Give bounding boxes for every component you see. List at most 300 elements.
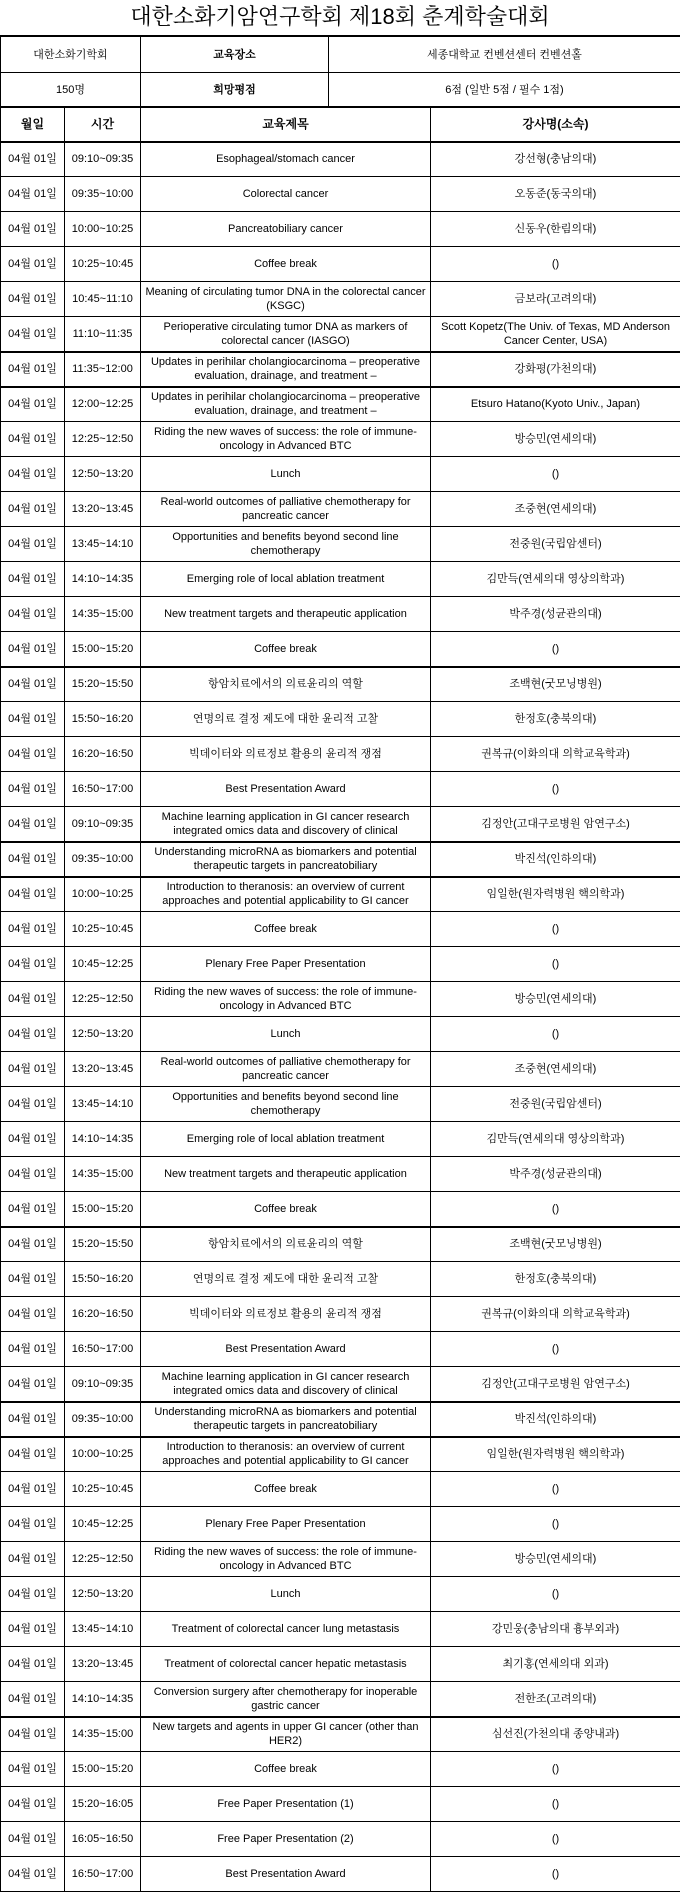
date-cell-text: 04월 01일: [8, 923, 57, 935]
topic-cell: [141, 597, 431, 632]
date-cell-text: 04월 01일: [8, 1028, 57, 1040]
table-row: [1, 1297, 680, 1332]
topic-cell-text: Best Presentation Award: [225, 783, 346, 795]
time-cell: [65, 1087, 141, 1122]
speaker-cell: [431, 667, 680, 702]
date-cell-text: 04월 01일: [8, 573, 57, 585]
topic-cell-text: Lunch: [270, 1588, 301, 1600]
header-time: 시간: [65, 108, 141, 142]
topic-cell-text: Introduction to theranosis: an overview of current approaches and potential applicability to GI cancer: [162, 881, 409, 908]
date-cell: [1, 737, 65, 772]
info-row-credit: [1, 73, 680, 107]
time-cell-text: 15:00~15:20: [71, 1202, 134, 1215]
time-cell: [65, 1402, 141, 1437]
topic-cell: [141, 247, 431, 282]
topic-cell: [141, 1752, 431, 1787]
topic-cell: [141, 1647, 431, 1682]
table-row: [1, 492, 680, 527]
time-cell: [65, 667, 141, 702]
topic-cell-text: New treatment targets and therapeutic application: [164, 608, 407, 620]
date-cell: [1, 352, 65, 387]
date-cell: [1, 492, 65, 527]
time-cell-text: 10:45~12:25: [71, 1518, 134, 1530]
date-cell-text: 04월 01일: [8, 1868, 57, 1880]
speaker-cell-text: (): [551, 1833, 560, 1845]
topic-cell-text: Understanding microRNA as biomarkers and potential therapeutic targets in pancreatobiliary: [154, 1406, 417, 1432]
date-cell-text: 04월 01일: [8, 1238, 57, 1251]
speaker-cell: [431, 177, 680, 212]
speaker-cell-text: (): [551, 1868, 560, 1880]
speaker-cell: [431, 1857, 680, 1892]
table-row: [1, 1017, 680, 1052]
time-cell-text: 10:25~10:45: [71, 258, 134, 270]
speaker-cell: [431, 457, 680, 492]
speaker-cell-text: (): [551, 958, 560, 970]
table-row: [1, 457, 680, 492]
speaker-cell-text: 권복규(이화의대 의학교육학과): [481, 1308, 630, 1320]
speaker-cell: [431, 912, 680, 947]
topic-cell: [141, 1542, 431, 1577]
time-cell: [65, 1542, 141, 1577]
date-cell-text: 04월 01일: [8, 153, 57, 166]
topic-cell-text: Meaning of circulating tumor DNA in the colorectal cancer (KSGC): [145, 286, 426, 312]
date-cell: [1, 632, 65, 667]
time-cell-text: 15:50~16:20: [71, 1273, 134, 1285]
topic-cell: [141, 282, 431, 317]
speaker-cell: [431, 1822, 680, 1857]
time-cell-text: 13:45~14:10: [71, 1623, 134, 1635]
table-row: [1, 142, 680, 177]
topic-cell-text: Best Presentation Award: [225, 1343, 346, 1355]
speaker-cell-text: 박주경(성균관의대): [509, 1168, 602, 1180]
speaker-cell: [431, 1612, 680, 1647]
time-cell-text: 12:25~12:50: [71, 993, 134, 1005]
speaker-cell-text: 신동우(한림의대): [514, 223, 597, 235]
topic-cell-text: Free Paper Presentation (2): [217, 1833, 354, 1845]
date-cell: [1, 457, 65, 492]
time-cell-text: 09:10~09:35: [71, 153, 134, 166]
date-cell-text: 04월 01일: [8, 1377, 57, 1390]
table-header-row: [1, 108, 680, 142]
date-cell: [1, 1157, 65, 1192]
topic-cell: [141, 212, 431, 247]
date-cell-text: 04월 01일: [8, 1798, 57, 1810]
date-cell: [1, 1402, 65, 1437]
date-cell-text: 04월 01일: [8, 1518, 57, 1530]
time-cell: [65, 282, 141, 317]
speaker-cell-text: 오동준(동국의대): [514, 188, 597, 200]
table-row: [1, 947, 680, 982]
topic-cell: [141, 527, 431, 562]
speaker-cell: [431, 142, 680, 177]
date-cell-text: 04월 01일: [8, 1413, 57, 1425]
table-row: [1, 1192, 680, 1227]
speaker-cell-text: (): [551, 1028, 560, 1040]
time-cell-text: 13:45~14:10: [71, 538, 134, 550]
topic-cell-text: Opportunities and benefits beyond second line chemotherapy: [172, 1091, 399, 1117]
date-cell-text: 04월 01일: [8, 1308, 57, 1320]
time-cell-text: 15:20~15:50: [71, 678, 134, 691]
date-cell-text: 04월 01일: [8, 1098, 57, 1110]
date-cell-text: 04월 01일: [8, 468, 57, 480]
topic-cell: [141, 772, 431, 807]
speaker-cell-text: 강화평(가천의대): [514, 363, 597, 375]
time-cell-text: 14:35~15:00: [71, 1168, 134, 1180]
time-cell: [65, 1437, 141, 1472]
speaker-cell: [431, 597, 680, 632]
speaker-cell: [431, 1472, 680, 1507]
time-cell-text: 12:50~13:20: [71, 468, 134, 480]
speaker-cell: [431, 877, 680, 912]
speaker-cell-text: 심선진(가천의대 종양내과): [491, 1728, 620, 1741]
date-cell-text: 04월 01일: [8, 1588, 57, 1600]
speaker-cell: [431, 842, 680, 877]
table-row: [1, 1647, 680, 1682]
table-row: [1, 247, 680, 282]
time-cell: [65, 1682, 141, 1717]
speaker-cell: [431, 1717, 680, 1752]
speaker-cell: [431, 1122, 680, 1157]
date-cell: [1, 1752, 65, 1787]
time-cell-text: 10:45~12:25: [71, 958, 134, 970]
topic-cell-text: 항암치료에서의 의료윤리의 역할: [208, 678, 363, 691]
date-cell-text: 04월 01일: [8, 1343, 57, 1355]
time-cell: [65, 1192, 141, 1227]
topic-cell-text: Real-world outcomes of palliative chemotherapy for pancreatic cancer: [160, 1056, 411, 1082]
time-cell-text: 10:25~10:45: [71, 1483, 134, 1495]
date-cell-text: 04월 01일: [8, 678, 57, 691]
time-cell: [65, 177, 141, 212]
topic-cell-text: Emerging role of local ablation treatment: [186, 573, 385, 585]
topic-cell: [141, 947, 431, 982]
speaker-cell-text: (): [551, 783, 560, 795]
speaker-cell-text: 방승민(연세의대): [514, 1553, 597, 1565]
speaker-cell-text: 전중원(국립암센터): [509, 1098, 602, 1110]
date-cell-text: 04월 01일: [8, 853, 57, 865]
topic-cell: [141, 1402, 431, 1437]
speaker-cell-text: 강민웅(충남의대 흉부외과): [491, 1623, 620, 1635]
date-cell-text: 04월 01일: [8, 748, 57, 760]
speaker-cell: [431, 1682, 680, 1717]
topic-cell: [141, 877, 431, 912]
time-cell-text: 14:35~15:00: [71, 608, 134, 620]
date-cell: [1, 387, 65, 422]
time-cell: [65, 807, 141, 842]
speaker-cell: [431, 1332, 680, 1367]
speaker-cell: [431, 212, 680, 247]
topic-cell: [141, 1227, 431, 1262]
topic-cell-text: Lunch: [270, 468, 301, 480]
speaker-cell: [431, 1402, 680, 1437]
table-row: [1, 527, 680, 562]
table-row: [1, 772, 680, 807]
speaker-cell: [431, 282, 680, 317]
time-cell-text: 15:50~16:20: [71, 713, 134, 725]
time-cell-text: 13:20~13:45: [71, 503, 134, 515]
time-cell-text: 16:50~17:00: [71, 1868, 134, 1880]
time-cell: [65, 702, 141, 737]
topic-cell: [141, 982, 431, 1017]
time-cell: [65, 1297, 141, 1332]
time-cell: [65, 562, 141, 597]
table-row: [1, 1472, 680, 1507]
table-row: [1, 282, 680, 317]
topic-cell-text: Machine learning application in GI cancer research integrated omics data and discovery of clinical: [161, 1370, 410, 1397]
speaker-cell-text: (): [551, 468, 560, 480]
topic-cell-text: Coffee break: [254, 258, 317, 270]
date-cell: [1, 1332, 65, 1367]
speaker-cell: [431, 1787, 680, 1822]
topic-cell: [141, 667, 431, 702]
time-cell-text: 13:45~14:10: [71, 1098, 134, 1110]
topic-cell: [141, 422, 431, 457]
time-cell-text: 10:00~10:25: [71, 1448, 134, 1461]
speaker-cell-text: 조중현(연세의대): [514, 503, 597, 515]
date-cell-text: 04월 01일: [8, 538, 57, 550]
venue-value: 세종대학교 컨벤션센터 컨벤션홀: [329, 37, 680, 73]
time-cell: [65, 212, 141, 247]
topic-cell: [141, 842, 431, 877]
time-cell-text: 12:25~12:50: [71, 433, 134, 445]
time-cell: [65, 842, 141, 877]
speaker-cell-text: 조중현(연세의대): [514, 1063, 597, 1075]
topic-cell: [141, 492, 431, 527]
date-cell-text: 04월 01일: [8, 1833, 57, 1845]
speaker-cell-text: 김정안(고대구로병원 암연구소): [481, 817, 630, 830]
time-cell-text: 12:50~13:20: [71, 1588, 134, 1600]
topic-cell: [141, 1472, 431, 1507]
topic-cell: [141, 1612, 431, 1647]
topic-cell-text: Coffee break: [254, 642, 317, 655]
speaker-cell-text: 박진석(인하의대): [514, 853, 597, 865]
time-cell: [65, 317, 141, 352]
topic-cell: [141, 1857, 431, 1892]
topic-cell: [141, 1332, 431, 1367]
speaker-cell-text: 조백현(굿모닝병원): [509, 1238, 602, 1251]
topic-cell-text: Treatment of colorectal cancer hepatic metastasis: [164, 1658, 407, 1670]
topic-cell: [141, 352, 431, 387]
date-cell-text: 04월 01일: [8, 293, 57, 305]
table-row: [1, 1787, 680, 1822]
time-cell: [65, 1122, 141, 1157]
date-cell-text: 04월 01일: [8, 713, 57, 725]
time-cell: [65, 1472, 141, 1507]
time-cell: [65, 632, 141, 667]
table-row: [1, 387, 680, 422]
topic-cell: [141, 1122, 431, 1157]
table-row: [1, 1402, 680, 1437]
topic-cell-text: Treatment of colorectal cancer lung metastasis: [171, 1623, 400, 1635]
time-cell: [65, 1577, 141, 1612]
topic-cell: [141, 1367, 431, 1402]
topic-cell-text: Plenary Free Paper Presentation: [205, 958, 366, 970]
time-cell-text: 14:35~15:00: [71, 1728, 134, 1741]
speaker-cell-text: (): [551, 923, 560, 935]
speaker-cell: [431, 387, 680, 422]
topic-cell-text: Introduction to theranosis: an overview of current approaches and potential applicability to GI cancer: [162, 1441, 409, 1468]
date-cell: [1, 1717, 65, 1752]
table-row: [1, 842, 680, 877]
time-cell-text: 13:20~13:45: [71, 1063, 134, 1075]
speaker-cell: [431, 422, 680, 457]
date-cell-text: 04월 01일: [8, 258, 57, 270]
speaker-cell-text: (): [551, 1343, 560, 1355]
time-cell-text: 16:05~16:50: [71, 1833, 134, 1845]
topic-cell-text: Riding the new waves of success: the role of immune-oncology in Advanced BTC: [154, 986, 417, 1012]
time-cell: [65, 877, 141, 912]
time-cell: [65, 1017, 141, 1052]
time-cell: [65, 387, 141, 422]
time-cell-text: 13:20~13:45: [71, 1658, 134, 1670]
date-cell: [1, 982, 65, 1017]
speaker-cell-text: 박주경(성균관의대): [509, 608, 602, 620]
table-row: [1, 1367, 680, 1402]
topic-cell-text: Free Paper Presentation (1): [217, 1798, 354, 1810]
speaker-cell: [431, 702, 680, 737]
date-cell-text: 04월 01일: [8, 1553, 57, 1565]
speaker-cell-text: 김만득(연세의대 영상의학과): [486, 573, 625, 585]
date-cell: [1, 562, 65, 597]
speaker-cell: [431, 492, 680, 527]
time-cell-text: 16:50~17:00: [71, 783, 134, 795]
speaker-cell: [431, 772, 680, 807]
speaker-cell-text: Etsuro Hatano(Kyoto Univ., Japan): [470, 398, 641, 411]
topic-cell: [141, 1262, 431, 1297]
topic-cell: [141, 1787, 431, 1822]
date-cell-text: 04월 01일: [8, 188, 57, 200]
topic-cell: [141, 1017, 431, 1052]
speaker-cell: [431, 1227, 680, 1262]
speaker-cell-text: 전한조(고려의대): [514, 1692, 597, 1705]
table-row: [1, 1717, 680, 1752]
speaker-cell-text: (): [551, 1202, 560, 1215]
date-cell: [1, 282, 65, 317]
time-cell-text: 10:25~10:45: [71, 923, 134, 935]
date-cell-text: 04월 01일: [8, 958, 57, 970]
table-row: [1, 807, 680, 842]
table-row: [1, 352, 680, 387]
time-cell-text: 09:35~10:00: [71, 188, 134, 200]
speaker-cell: [431, 1087, 680, 1122]
speaker-cell: [431, 1647, 680, 1682]
topic-cell: [141, 317, 431, 352]
time-cell-text: 15:20~15:50: [71, 1238, 134, 1251]
capacity-cell: 150명: [1, 73, 141, 107]
speaker-cell: [431, 527, 680, 562]
topic-cell: [141, 1822, 431, 1857]
time-cell: [65, 1752, 141, 1787]
time-cell-text: 16:20~16:50: [71, 1308, 134, 1320]
date-cell-text: 04월 01일: [8, 1763, 57, 1775]
topic-cell-text: Understanding microRNA as biomarkers and potential therapeutic targets in pancreatobiliary: [154, 846, 417, 872]
speaker-cell-text: 한정호(충북의대): [514, 713, 597, 725]
speaker-cell-text: (): [551, 642, 560, 655]
topic-cell-text: 항암치료에서의 의료윤리의 역할: [208, 1238, 363, 1251]
topic-cell-text: Colorectal cancer: [242, 188, 329, 200]
topic-cell: [141, 912, 431, 947]
time-cell: [65, 1367, 141, 1402]
date-cell-text: 04월 01일: [8, 223, 57, 235]
date-cell: [1, 597, 65, 632]
date-cell-text: 04월 01일: [8, 1483, 57, 1495]
date-cell: [1, 1647, 65, 1682]
table-row: [1, 1822, 680, 1857]
time-cell-text: 10:00~10:25: [71, 223, 134, 235]
speaker-cell: [431, 1192, 680, 1227]
time-cell-text: 10:45~11:10: [72, 293, 133, 305]
speaker-cell-text: 임일한(원자력병원 핵의학과): [486, 1448, 625, 1461]
date-cell: [1, 1787, 65, 1822]
date-cell-text: 04월 01일: [8, 1623, 57, 1635]
table-row: [1, 1612, 680, 1647]
topic-cell: [141, 737, 431, 772]
time-cell: [65, 1647, 141, 1682]
date-cell: [1, 667, 65, 702]
speaker-cell-text: 박진석(인하의대): [514, 1413, 597, 1425]
time-cell: [65, 422, 141, 457]
time-cell-text: 12:50~13:20: [71, 1028, 134, 1040]
time-cell-text: 15:20~16:05: [71, 1798, 134, 1810]
time-cell-text: 09:35~10:00: [71, 1413, 134, 1425]
date-cell-text: 04월 01일: [8, 1133, 57, 1145]
topic-cell: [141, 387, 431, 422]
speaker-cell-text: (): [551, 1483, 560, 1495]
topic-cell: [141, 1192, 431, 1227]
speaker-cell-text: (): [551, 1518, 560, 1530]
speaker-cell-text: 강선형(충남의대): [514, 153, 597, 166]
time-cell: [65, 1052, 141, 1087]
time-cell: [65, 1717, 141, 1752]
speaker-cell: [431, 247, 680, 282]
topic-cell-text: New treatment targets and therapeutic application: [164, 1168, 407, 1180]
date-cell-text: 04월 01일: [8, 783, 57, 795]
time-cell-text: 09:10~09:35: [71, 817, 134, 830]
table-row: [1, 1122, 680, 1157]
time-cell: [65, 772, 141, 807]
date-cell: [1, 912, 65, 947]
organizer-cell: 대한소화기학회: [1, 37, 141, 73]
date-cell: [1, 1507, 65, 1542]
date-cell: [1, 947, 65, 982]
table-row: [1, 1752, 680, 1787]
table-row: [1, 1682, 680, 1717]
topic-cell: [141, 1437, 431, 1472]
topic-cell-text: Best Presentation Award: [225, 1868, 346, 1880]
time-cell: [65, 597, 141, 632]
date-cell-text: 04월 01일: [8, 1063, 57, 1075]
speaker-cell-text: 조백현(굿모닝병원): [509, 678, 602, 691]
topic-cell-text: Riding the new waves of success: the role of immune-oncology in Advanced BTC: [154, 426, 417, 452]
speaker-cell: [431, 317, 680, 352]
speaker-cell: [431, 562, 680, 597]
time-cell: [65, 1262, 141, 1297]
date-cell: [1, 772, 65, 807]
date-cell-text: 04월 01일: [8, 608, 57, 620]
table-row: [1, 877, 680, 912]
page-title: 대한소화기암연구학회 제18회 춘계학술대회: [0, 0, 680, 36]
speaker-cell: [431, 1437, 680, 1472]
speaker-cell-text: 전중원(국립암센터): [509, 538, 602, 550]
date-cell: [1, 1682, 65, 1717]
table-row: [1, 667, 680, 702]
date-cell-text: 04월 01일: [8, 1168, 57, 1180]
credit-value: 6점 (일반 5점 / 필수 1점): [329, 73, 680, 107]
topic-cell: [141, 632, 431, 667]
header-speaker: 강사명(소속): [431, 108, 680, 142]
date-cell: [1, 807, 65, 842]
table-row: [1, 1227, 680, 1262]
time-cell: [65, 1857, 141, 1892]
